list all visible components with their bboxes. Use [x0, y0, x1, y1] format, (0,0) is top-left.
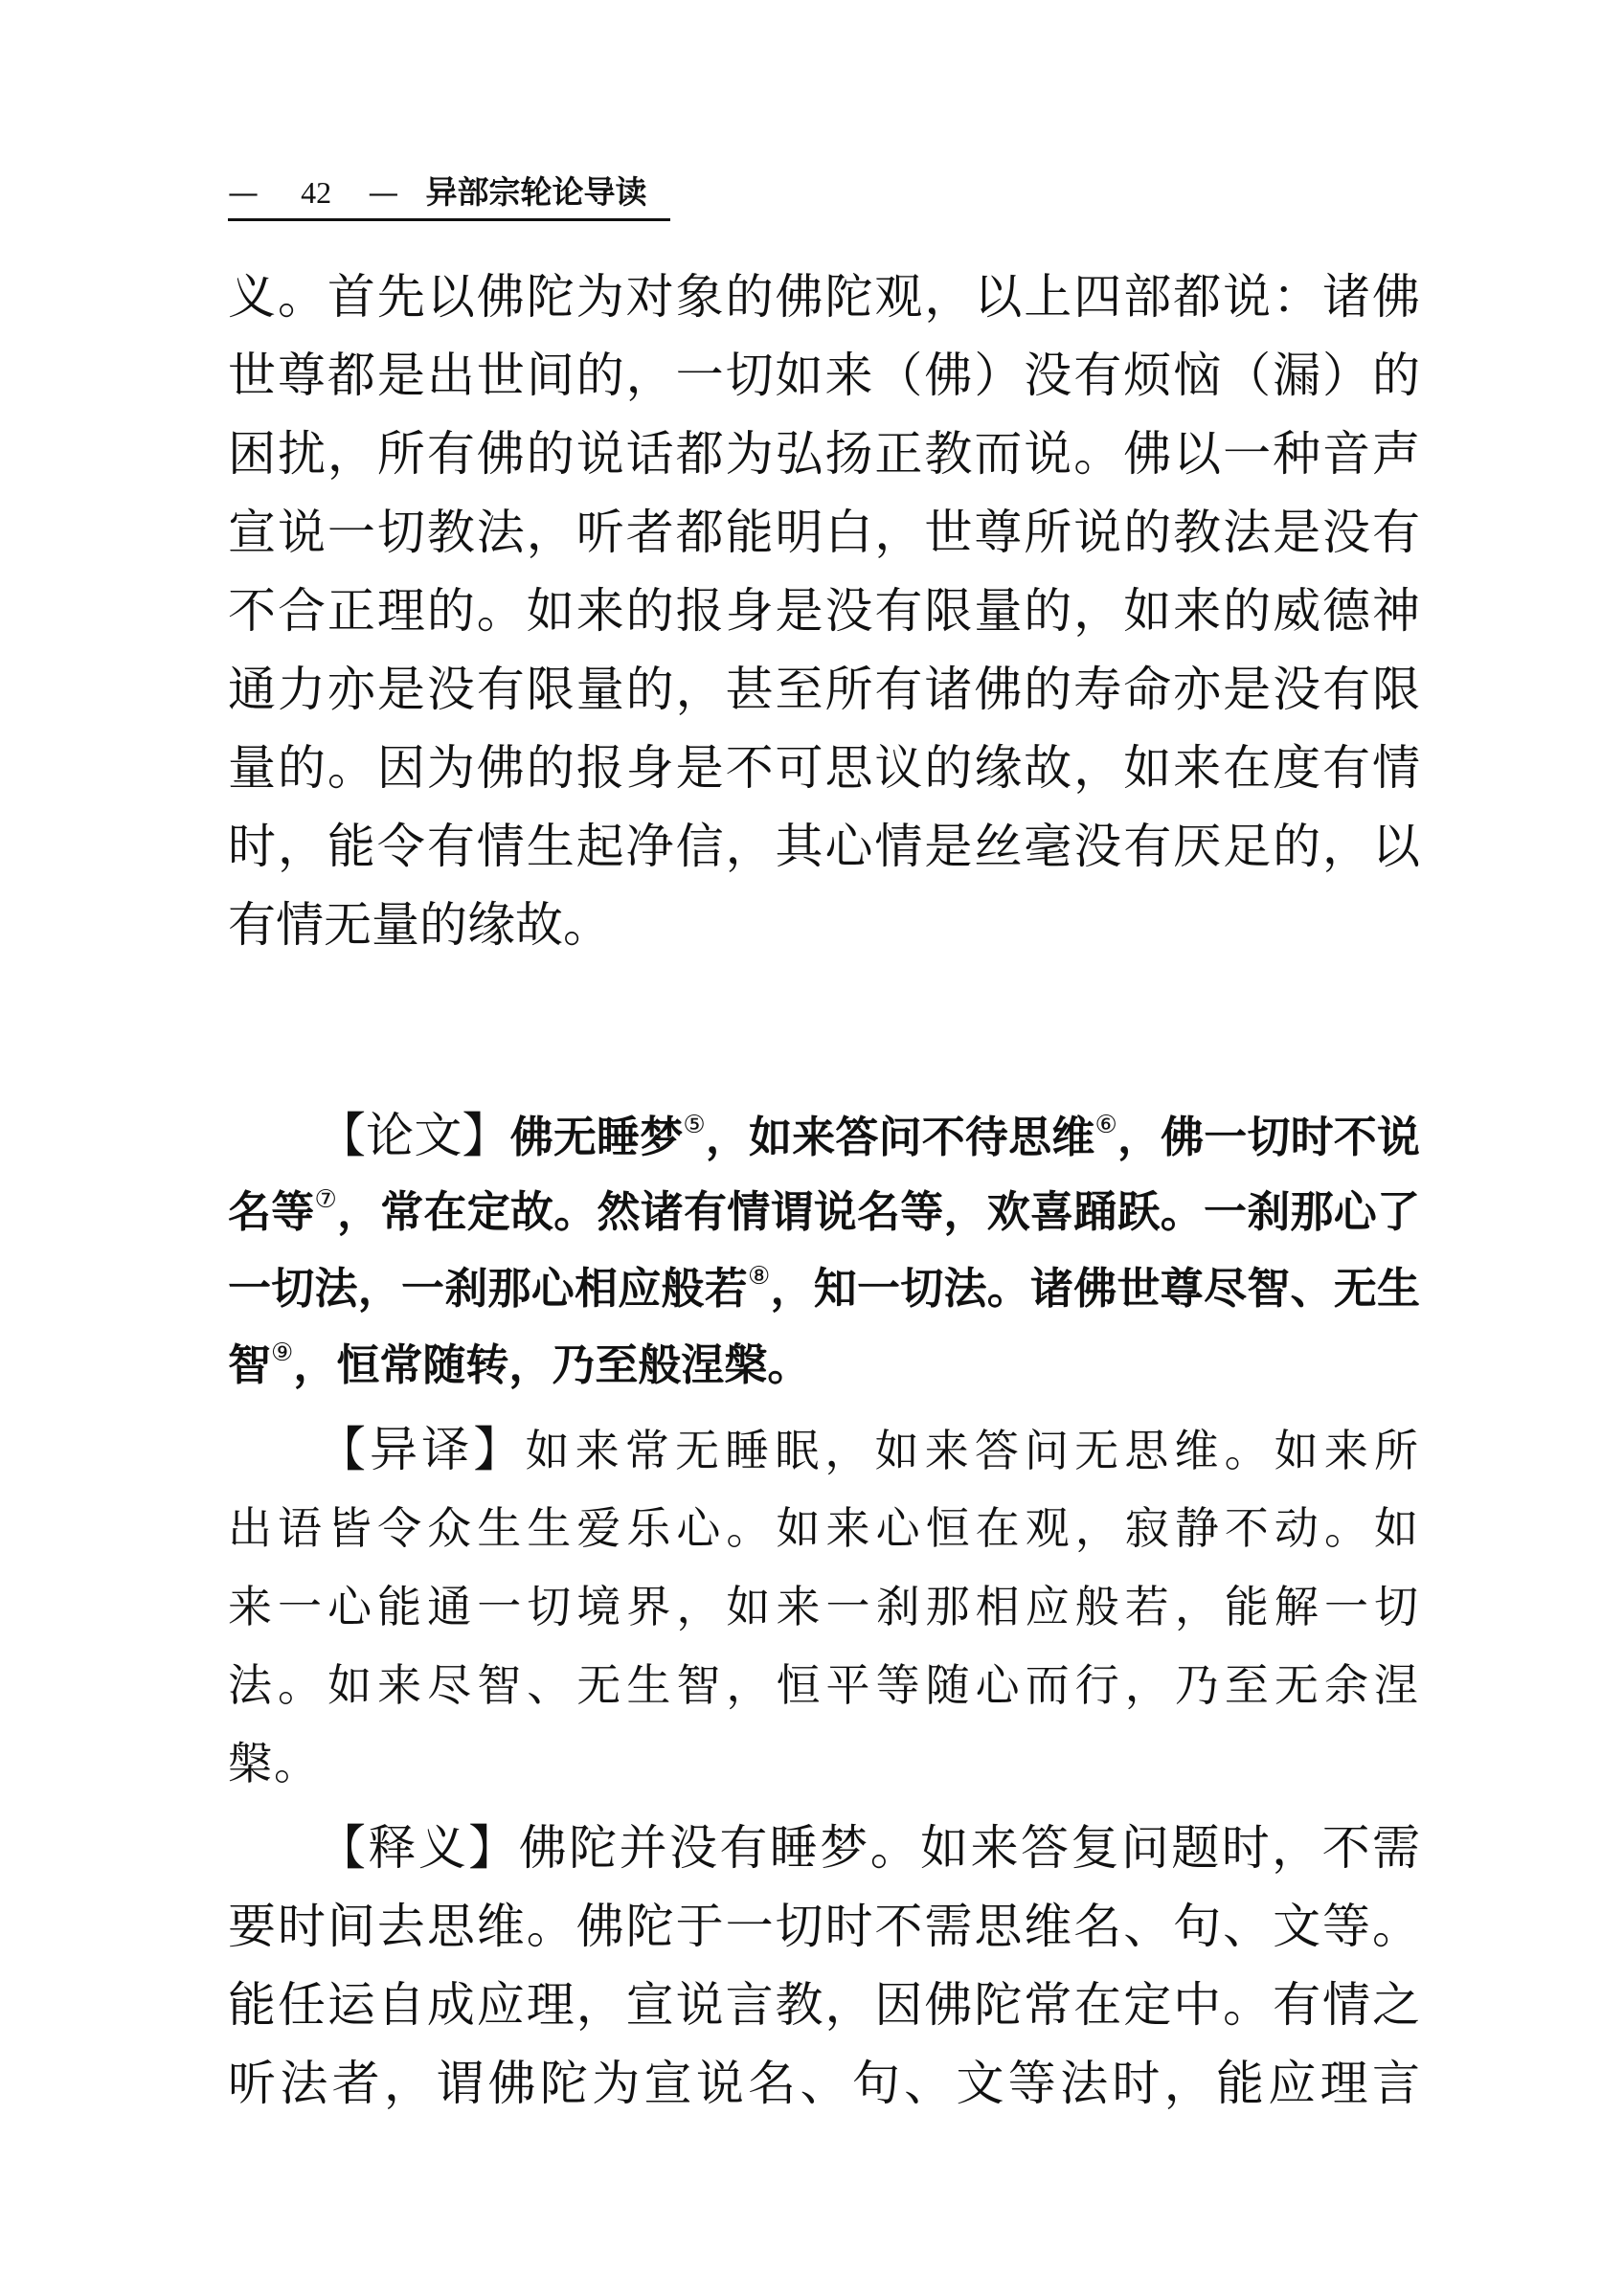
lunwen-line-4: [228, 1337, 1420, 1394]
paragraph1-line-6: 通力亦是没有限量的，甚至所有诸佛的寿命亦是没有限: [228, 662, 1420, 717]
lunwen-text: 佛无睡梦: [509, 1112, 684, 1162]
lunwen-text: ，知一切法。诸佛世尊尽智、无生: [770, 1263, 1420, 1314]
page-number: 42: [301, 175, 332, 210]
paragraph1-line-3: 困扰，所有佛的说话都为弘扬正教而说。佛以一种音声: [228, 426, 1420, 482]
shiyi-line-4: 听法者，谓佛陀为宣说名、句、文等法时，能应理言: [228, 2056, 1420, 2111]
paragraph1-line-4: 宣说一切教法，听者都能明白，世尊所说的教法是没有: [228, 505, 1420, 560]
yiyi-line-3: 来一心能通一切境界，如来一刹那相应般若，能解一切: [228, 1581, 1420, 1632]
shiyi-line-3: 能任运自成应理，宣说言教，因佛陀常在定中。有情之: [228, 1977, 1420, 2033]
lunwen-line-2: [228, 1183, 1420, 1241]
lunwen-line-1: [228, 1107, 1420, 1166]
yiyi-text: 如来常无睡眠，如来答问无思维。如来所: [525, 1425, 1421, 1476]
header-dash-left: —: [228, 174, 259, 211]
paragraph1-line-1: 义。首先以佛陀为对象的佛陀观，以上四部都说：诸佛: [228, 269, 1420, 325]
shiyi-label: 【释义】: [318, 1820, 519, 1876]
lunwen-text: ，恒常随转，乃至般涅槃。: [293, 1339, 811, 1390]
running-header: [228, 170, 670, 221]
lunwen-text: 一切法，一刹那心相应般若: [228, 1263, 748, 1314]
note-ref-6: ⑥: [1094, 1111, 1117, 1139]
lunwen-text: 名等: [228, 1186, 315, 1237]
lunwen-text: ，佛一切时不说: [1116, 1112, 1420, 1162]
shiyi-text: 佛陀并没有睡梦。如来答复问题时，不需: [518, 1820, 1421, 1876]
lunwen-line-3: [228, 1260, 1420, 1317]
paragraph1-line-9: 有情无量的缘故。: [228, 897, 611, 953]
lunwen-label: 【论文】: [318, 1108, 510, 1163]
lunwen-text: 智: [228, 1339, 272, 1390]
paragraph1-line-2: 世尊都是出世间的，一切如来（佛）没有烦恼（漏）的: [228, 348, 1420, 403]
note-ref-8: ⑧: [747, 1262, 771, 1291]
yiyi-line-5: 槃。: [228, 1738, 320, 1789]
shiyi-line-2: 要时间去思维。佛陀于一切时不需思维名、句、文等。: [228, 1899, 1420, 1954]
header-dash-right: —: [368, 174, 399, 211]
note-ref-9: ⑨: [271, 1339, 294, 1367]
paragraph1-line-5: 不合正理的。如来的报身是没有限量的，如来的威德神: [228, 583, 1420, 639]
yiyi-line-1: [228, 1421, 1420, 1479]
note-ref-5: ⑤: [683, 1111, 706, 1139]
yiyi-line-4: 法。如来尽智、无生智，恒平等随心而行，乃至无余涅: [228, 1659, 1420, 1711]
yiyi-label: 【异译】: [318, 1422, 526, 1477]
book-title: 异部宗轮论导读: [425, 173, 647, 211]
paragraph1-line-8: 时，能令有情生起净信，其心情是丝毫没有厌足的，以: [228, 819, 1420, 874]
shiyi-line-1: [228, 1819, 1420, 1877]
paragraph1-line-7: 量的。因为佛的报身是不可思议的缘故，如来在度有情: [228, 740, 1420, 796]
yiyi-line-2: 出语皆令众生生爱乐心。如来心恒在观，寂静不动。如: [228, 1502, 1420, 1554]
lunwen-text: ，常在定故。然诸有情谓说名等，欢喜踊跃。一刹那心了: [337, 1186, 1420, 1237]
lunwen-text: ，如来答问不待思维: [705, 1112, 1095, 1162]
note-ref-7: ⑦: [314, 1185, 338, 1214]
